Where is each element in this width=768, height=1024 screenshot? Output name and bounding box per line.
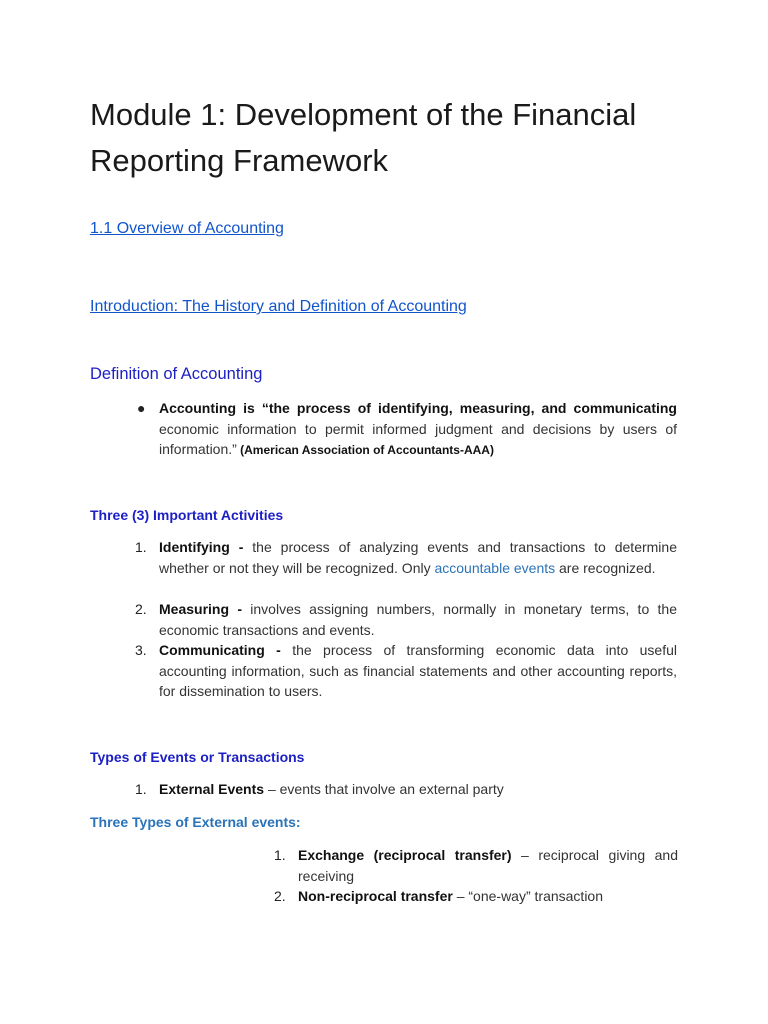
item-term: Communicating - (159, 642, 281, 658)
item-term: Non-reciprocal transfer (298, 888, 453, 904)
definition-term: Accounting is “the process of identifying, measuring, and communicating (159, 400, 677, 416)
item-text: – reciprocal giving and receiving (298, 847, 678, 884)
item-text: – events that involve an external party (264, 781, 504, 797)
page-title: Module 1: Development of the Financial Reporting Framework (90, 97, 637, 178)
accountable-events-link[interactable]: accountable events (434, 559, 556, 576)
list-number: 2. (135, 601, 147, 617)
list-number: 2. (274, 888, 286, 904)
list-number: 1. (135, 781, 147, 797)
item-term: Exchange (reciprocal transfer) (298, 847, 512, 863)
item-text: the process of transforming economic data into useful accounting information, such as financial statements and other accounting reports, for dissemination to users. (159, 642, 677, 699)
list-number: 3. (135, 642, 147, 658)
events-heading: Types of Events or Transactions (90, 749, 305, 765)
list-number: 1. (135, 539, 147, 555)
definition-source: (American Association of Accountants-AAA) (236, 443, 494, 457)
external-types-heading: Three Types of External events: (90, 814, 301, 830)
list-item-identifying (159, 537, 677, 578)
bullet-marker: ● (137, 400, 146, 416)
section-link-overview[interactable]: 1.1 Overview of Accounting (90, 220, 284, 237)
list-item-measuring (159, 599, 677, 640)
item-text: – “one-way” transaction (452, 888, 604, 904)
item-text-end: are recognized. (555, 559, 656, 576)
item-term: External Events (159, 781, 265, 797)
definition-body: economic information to permit informed judgment and decisions by users of information.” (159, 420, 677, 457)
list-number: 1. (274, 847, 286, 863)
item-text: involves assigning numbers, normally in monetary terms, to the economic transactions and events. (159, 601, 677, 638)
list-item-communicating (159, 640, 677, 702)
list-item-exchange (298, 845, 678, 886)
list-item-external-events (159, 779, 677, 800)
intro-link-history[interactable]: Introduction: The History and Definition of Accounting (90, 298, 467, 315)
item-term: Measuring - (159, 601, 242, 617)
item-text: the process of analyzing events and transactions to determine whether or not they will be recognized. Only (159, 539, 677, 576)
activities-heading: Three (3) Important Activities (90, 507, 284, 523)
definition-paragraph (159, 398, 677, 461)
definition-heading: Definition of Accounting (90, 365, 263, 383)
item-term: Identifying - (159, 539, 244, 555)
list-item-non-reciprocal (298, 886, 678, 907)
